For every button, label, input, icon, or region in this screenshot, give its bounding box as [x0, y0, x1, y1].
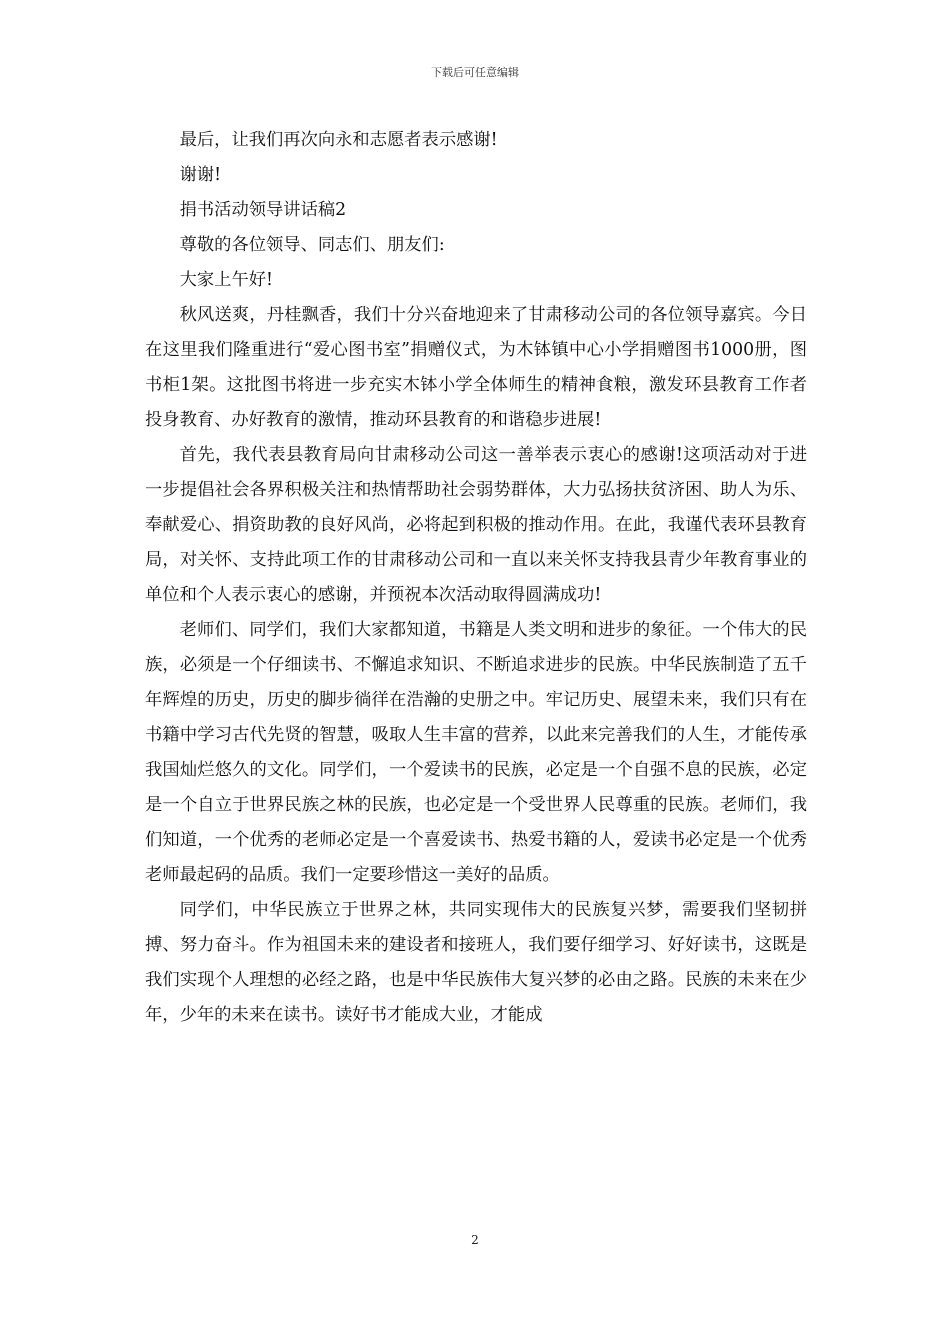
paragraph-body: 老师们、同学们，我们大家都知道，书籍是人类文明和进步的象征。一个伟大的民族，必须是一个仔细读书、不懈追求知识、不断追求进步的民族。中华民族制造了五千年辉煌的历史，历史的脚步徜徉在浩瀚的史册之中。牢记历史、展望未来，我们只有在书籍中学习古代先贤的智慧，吸取人生丰富的营养，以此来完善我们的人生，才能传承我国灿烂悠久的文化。同学们，一个爱读书的民族，必定是一个自强不息的民族，必定是一个自立于世界民族之林的民族，也必定是一个受世界人民尊重的民族。老师们，我们知道，一个优秀的老师必定是一个喜爱读书、热爱书籍的人，爱读书必定是一个优秀老师最起码的品质。我们一定要珍惜这一美好的品质。 — [145, 620, 807, 885]
paragraph-salutation: 尊敬的各位领导、同志们、朋友们: — [179, 235, 445, 255]
paragraph-body: 同学们，中华民族立于世界之林，共同实现伟大的民族复兴梦，需要我们坚韧拼搏、努力奋斗。作为祖国未来的建设者和接班人，我们要仔细学习、好好读书，这既是我们实现个人理想的必经之路，也是中华民族伟大复兴梦的必由之路。民族的未来在少年，少年的未来在读书。读好书才能成大业，才能成 — [145, 900, 807, 1025]
paragraph-body: 首先，我代表县教育局向甘肃移动公司这一善举表示衷心的感谢!这项活动对于进一步提倡社会各界积极关注和热情帮助社会弱势群体，大力弘扬扶贫济困、助人为乐、奉献爱心、捐资助教的良好风尚，必将起到积极的推动作用。在此，我谨代表环县教育局，对关怀、支持此项工作的甘肃移动公司和一直以来关怀支持我县青少年教育事业的单位和个人表示衷心的感谢，并预祝本次活动取得圆满成功! — [145, 445, 807, 605]
page-header: 下载后可任意编辑 — [431, 66, 519, 79]
paragraph-thank-you: 谢谢! — [179, 165, 222, 185]
paragraph-greeting: 大家上午好! — [179, 270, 273, 290]
paragraph-closing-thanks: 最后，让我们再次向永和志愿者表示感谢! — [179, 130, 498, 150]
paragraph-body: 秋风送爽，丹桂飘香，我们十分兴奋地迎来了甘肃移动公司的各位领导嘉宾。今日在这里我们隆重进行“爱心图书室”捐赠仪式，为木钵镇中心小学捐赠图书1000册，图书柜1架。这批图书将进一步充实木钵小学全体师生的精神食粮，激发环县教育工作者投身教育、办好教育的激情，推动环县教育的和谐稳步进展! — [145, 305, 807, 430]
section-title: 捐书活动领导讲话稿2 — [179, 200, 347, 220]
document-body — [145, 123, 807, 1033]
page-number: 2 — [471, 1233, 479, 1247]
